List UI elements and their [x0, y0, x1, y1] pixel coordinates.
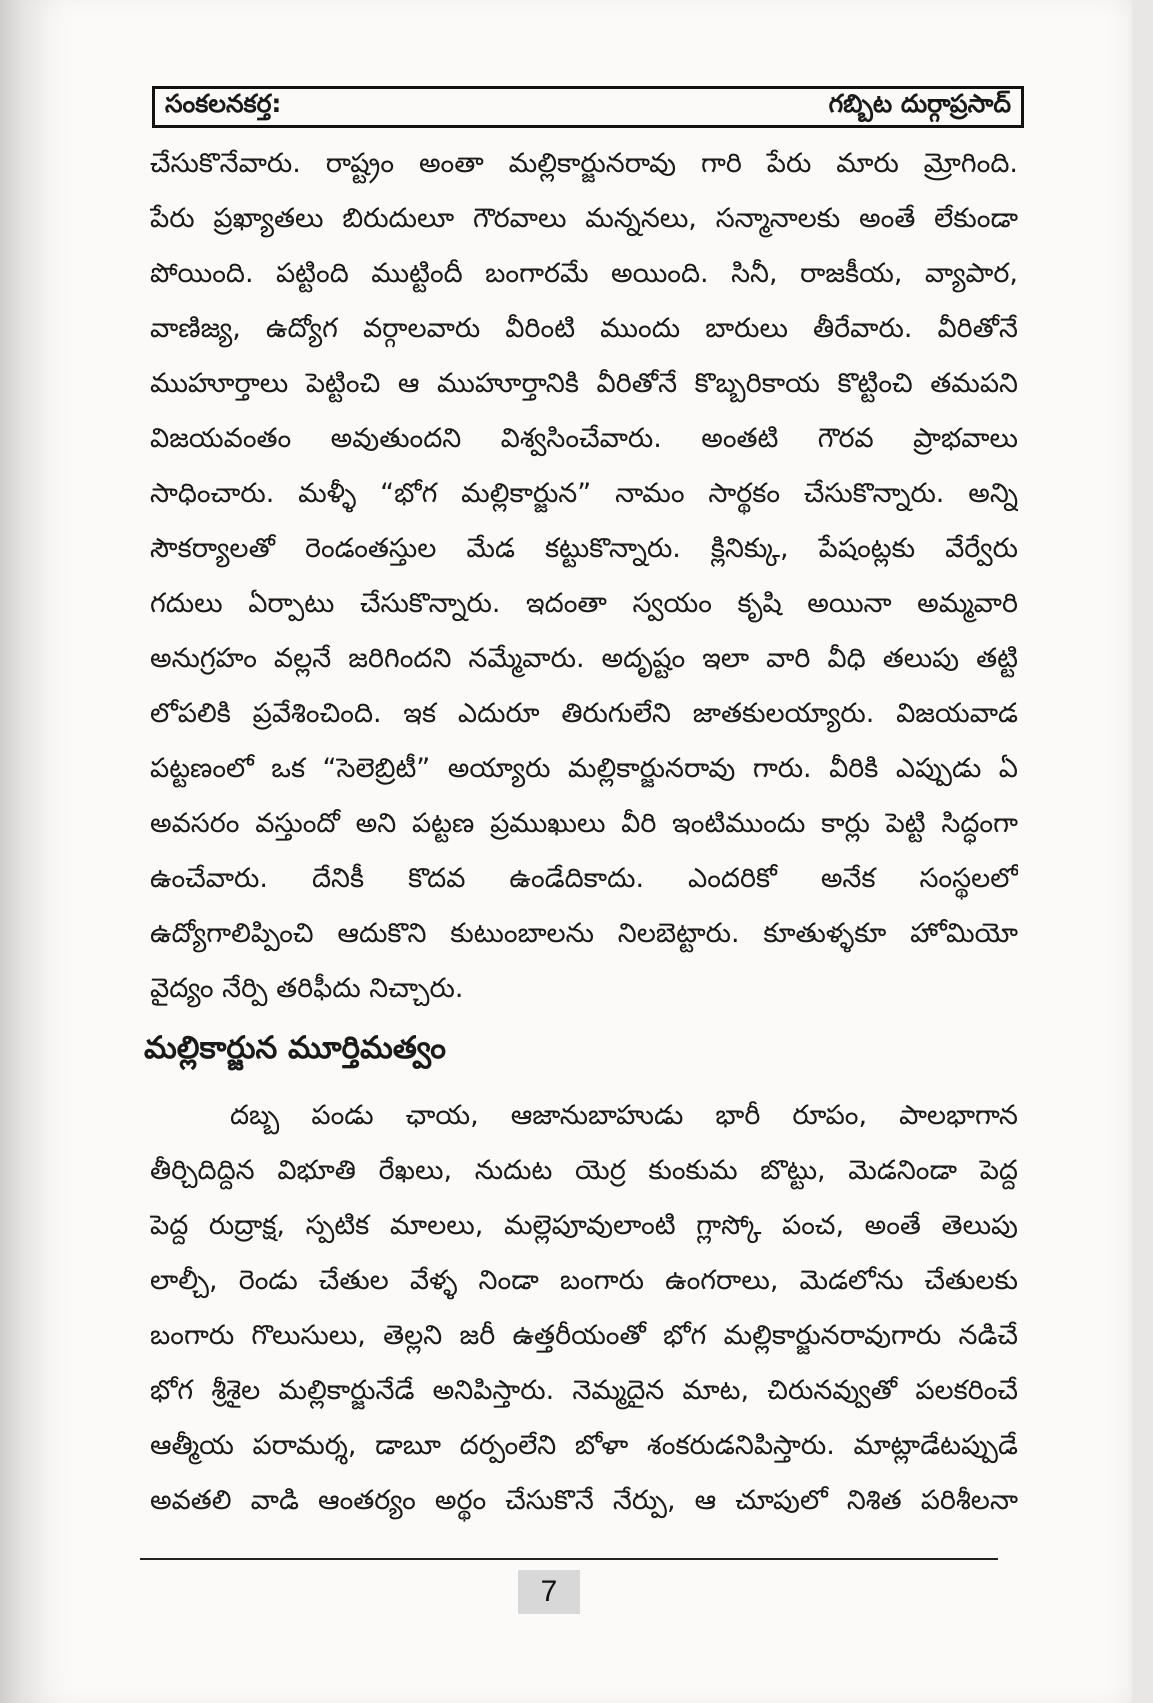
text-line: చేసుకొనేవారు. రాష్ట్రం అంతా మల్లికార్జునరావు గారి పేరు మారు మ్రోగింది.: [150, 148, 1018, 179]
section-heading: మల్లికార్జున మూర్తిమత్వం: [144, 1030, 446, 1066]
running-header: [152, 86, 1024, 128]
text-line: ముహూర్తాలు పెట్టించి ఆ ముహూర్తానికి వీరితోనే కొబ్బరికాయ కొట్టించి తమపని: [150, 368, 1018, 399]
text-line: లాల్చీ, రెండు చేతుల వేళ్ళ నిండా బంగారు ఉంగరాలు, మెడలోను చేతులకు: [150, 1265, 1018, 1296]
text-line: ఉద్యోగాలిప్పించి ఆదుకొని కుటుంబాలను నిలబెట్టారు. కూతుళ్ళకూ హోమియో: [150, 918, 1018, 949]
text-line: అనుగ్రహం వల్లనే జరిగిందని నమ్మేవారు. అదృష్టం ఇలా వారి వీధి తలుపు తట్టి: [150, 643, 1018, 674]
text-line: పెద్ద రుద్రాక్ష, స్పటిక మాలలు, మల్లెపూవులాంటి గ్లాస్కో పంచ, అంతే తెలుపు: [150, 1210, 1018, 1241]
text-line: తీర్చిదిద్దిన విభూతి రేఖలు, నుదుట యెర్ర కుంకుమ బొట్టు, మెడనిండా పెద్ద: [150, 1155, 1018, 1186]
footer-divider: [140, 1558, 998, 1560]
page-number: 7: [518, 1570, 580, 1614]
text-line: సాధించారు. మళ్ళీ “భోగ మల్లికార్జున” నామం సార్థకం చేసుకొన్నారు. అన్ని: [150, 478, 1018, 509]
text-line: అవసరం వస్తుందో అని పట్టణ ప్రముఖులు వీరి ఇంటిముందు కార్లు పెట్టి సిద్ధంగా: [150, 808, 1018, 839]
text-line: ఉంచేవారు. దేనికీ కొదవ ఉండేదికాదు. ఎందరికో అనేక సంస్థలలో: [150, 863, 1018, 894]
header-compiler-label: సంకలనకర్త:: [165, 89, 282, 118]
text-line: దబ్బ పండు ఛాయ, ఆజానుబాహుడు భారీ రూపం, పాలభాగాన: [230, 1100, 1018, 1131]
text-line: సౌకర్యాలతో రెండంతస్తుల మేడ కట్టుకొన్నారు. క్లినిక్కు, పేషంట్లకు వేర్వేరు: [150, 533, 1018, 564]
text-line: వాణిజ్య, ఉద్యోగ వర్గాలవారు వీరింటి ముందు బారులు తీరేవారు. వీరితోనే: [150, 313, 1018, 344]
text-line: అవతలి వాడి ఆంతర్యం అర్థం చేసుకొనే నేర్పు, ఆ చూపులో నిశిత పరిశీలనా: [150, 1485, 1018, 1516]
text-line: ఆత్మీయ పరామర్శ, డాబూ దర్పంలేని బోళా శంకరుడనిపిస్తారు. మాట్లాడేటప్పుడే: [150, 1430, 1018, 1461]
text-line: వైద్యం నేర్పి తరిఫీదు నిచ్చారు.: [150, 973, 464, 1004]
book-spine: [0, 0, 26, 1703]
header-author-name: గబ్బిట దుర్గాప్రసాద్: [828, 89, 1011, 118]
text-line: బంగారు గొలుసులు, తెల్లని జరీ ఉత్తరీయంతో భోగ మల్లికార్జునరావుగారు నడిచే: [150, 1320, 1018, 1351]
paragraph-2: [150, 1088, 1018, 1528]
text-line: పట్టణంలో ఒక “సెలెబ్రిటీ” అయ్యారు మల్లికార్జునరావు గారు. వీరికి ఎప్పుడు ఏ: [150, 753, 1018, 784]
text-line: లోపలికి ప్రవేశించింది. ఇక ఎదురూ తిరుగులేని జాతకులయ్యారు. విజయవాడ: [150, 698, 1018, 729]
text-line: పోయింది. పట్టింది ముట్టిందీ బంగారమే అయింది. సినీ, రాజకీయ, వ్యాపార,: [150, 258, 1018, 289]
paragraph-1: [150, 136, 1018, 1016]
text-line: గదులు ఏర్పాటు చేసుకొన్నారు. ఇదంతా స్వయం కృషి అయినా అమ్మవారి: [150, 588, 1018, 619]
text-line: పేరు ప్రఖ్యాతలు బిరుదులూ గౌరవాలు మన్ననలు, సన్మానాలకు అంతే లేకుండా: [150, 203, 1018, 234]
text-line: భోగ శ్రీశైల మల్లికార్జునేడే అనిపిస్తారు. నెమ్మదైన మాట, చిరునవ్వుతో పలకరించే: [150, 1375, 1018, 1406]
text-line: విజయవంతం అవుతుందని విశ్వసించేవారు. అంతటి గౌరవ ప్రాభవాలు: [150, 423, 1018, 454]
